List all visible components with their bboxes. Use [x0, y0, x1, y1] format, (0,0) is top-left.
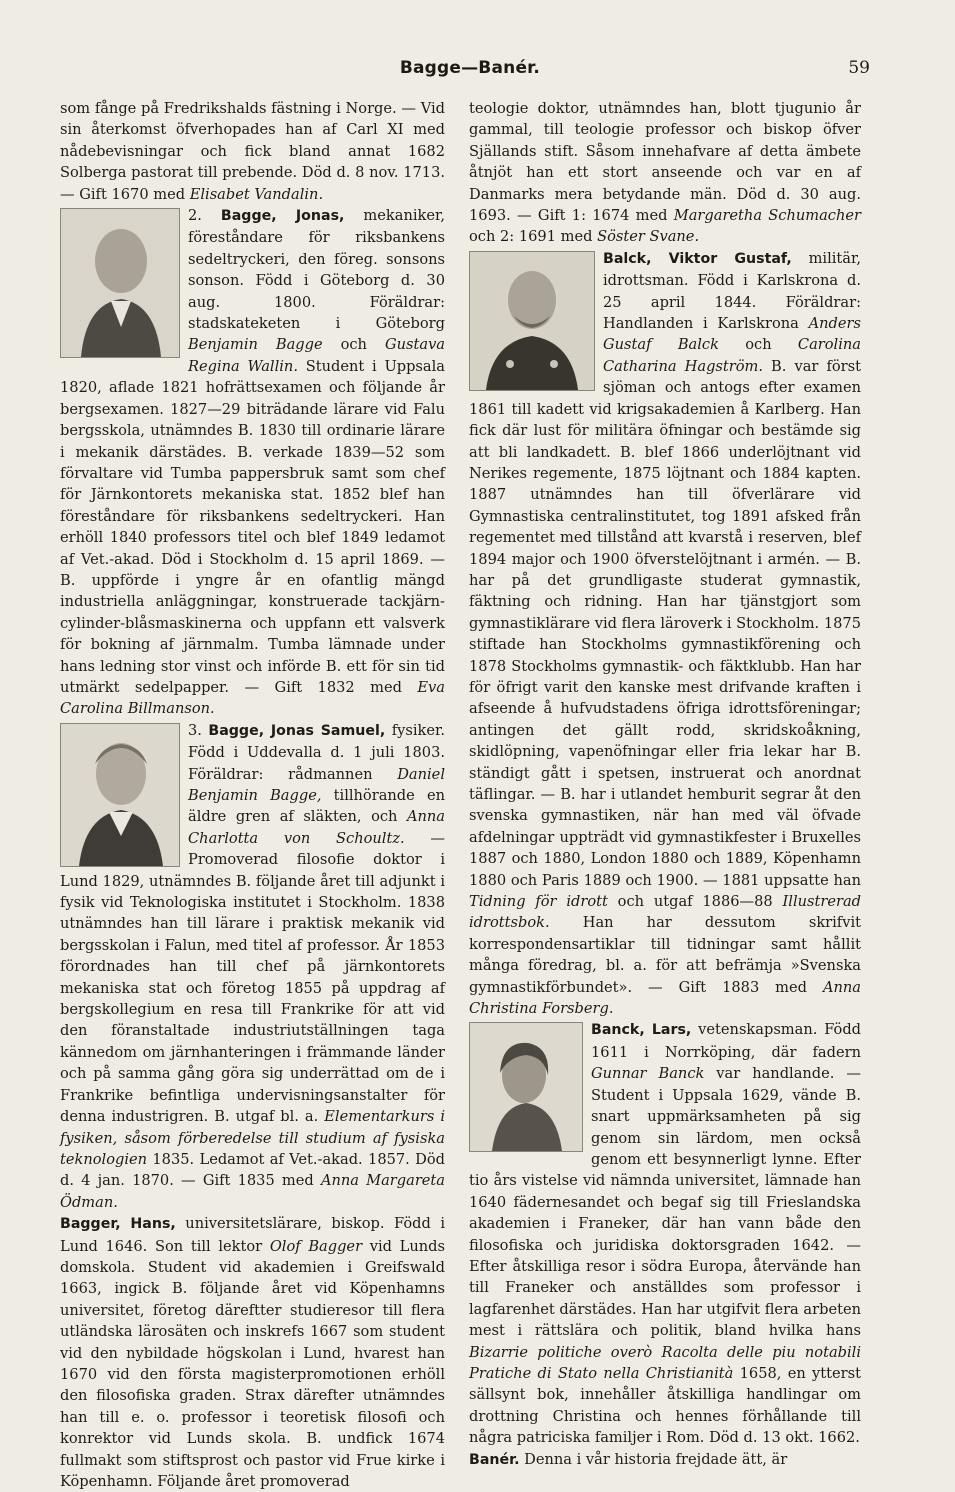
- page-number: 59: [848, 58, 870, 78]
- entry-bagge-jonas-samuel: 3. Bagge, Jonas Samuel, fysiker. Född i Uddevalla d. 1 juli 1803. Föräldrar: rådmannen Daniel Benjamin Bagge, tillhörande en äldre gren af släkten, och Anna Charlotta von Schoultz. — Promoverad filosofie doktor i Lund 1829, utnämndes B. följande året till adjunkt i fysik vid Teknologiska institutet i Stockholm. 1838 utnämndes han till lärare i praktisk mekanik vid bergsskolan i Falun, med titel af professor. År 1853 förordnades han till chef på järnkontorets mekaniska stat och företog 1855 på uppdrag af bergskollegium en resa till Frankrike för att vid den föranstaltade industriutställningen taga kännedom om järnhanteringen i främmande länder och på samma gång göra sig underrättad om de i Frankrike befintliga undervisningsanstalter för denna industrigren. B. utgaf bl. a. Elementarkurs i fysiken, såsom förberedelse till studium af fysiska teknologien 1835. Ledamot af Vet.-akad. 1857. Död d. 4 jan. 1870. — Gift 1835 med Anna Margareta Ödman.: [60, 721, 446, 1211]
- entry-heading: Bagge, Jonas Samuel,: [208, 722, 386, 739]
- portrait-image: [469, 1022, 583, 1152]
- entry-banck-lars: Banck, Lars, vetenskapsman. Född 1611 i Norrköping, där fadern Gunnar Banck var handlande. — Student i Uppsala 1629, vände B. snart uppmärksamheten på sig genom sin lärdom, men också genom ett besynnerligt lynne. Efter tio års vistelse vid nämnda universitet, lämnade han 1640 fädernesandet och begaf sig till Frieslandska akademien i Franeker, där han vann både den filosofiska och juridiska doktorsgraden 1642. — Efter åtskilliga resor i södra Europa, återvände han till Franeker och anställdes som professor i lagfarenhet därstädes. Han har utgifvit flera arbeten mest i rättslära och politik, bland hvilka hans Bizarrie politiche overò Racolta delle piu notabili Pratiche di Stato nella Christianità 1658, en ytterst sällsynt bok, innehåller åtskilliga handlingar om drottning Christina och hennes förhållande till några patriciska familjer i Rom. Död d. 13 okt. 1662.: [469, 1021, 862, 1447]
- entry-heading: Bagger, Hans,: [60, 1216, 176, 1233]
- running-head: Bagge—Banér.: [399, 58, 540, 78]
- portrait-icon: [470, 1023, 582, 1151]
- entry-continuation: teologie doktor, utnämndes han, blott tjugunio år gammal, till teologie professor och biskop öfver Själlands stift. Såsom innehafvare af detta ämbete åtnjöt han ett stort anseende och var en af Danmarks mera betydande män. Död d. 30 aug. 1693. — Gift 1: 1674 med Margaretha Schumacher och 2: 1691 med Söster Svane.: [469, 100, 861, 246]
- entry-bagger-hans: Bagger, Hans, universitetslärare, biskop. Född i Lund 1646. Son till lektor Olof Bagger vid Lunds domskola. Student vid akademien i Greifswald 1663, ingick B. följande året vid Köpenhamns universitet, företog däreftter studieresor till flera utländska lärosäten och inskrefs 1667 som student vid den nybildade högskolan i Lund, hvarest han 1670 vid den första magisterpromotionen erhöll den filosofiska graden. Strax därefter utnämndes han till e. o. professor i teoretisk filosofi och konrektor vid Lunds skola. B. undfick 1674 fullmakt som stiftsprost och pastor vid Frue kirke i Köpenhamn. Följande året promoverad: [60, 1215, 445, 1490]
- portrait-image: [60, 208, 180, 358]
- entry-heading: Bagge, Jonas,: [220, 208, 345, 225]
- portrait-icon: [61, 209, 179, 357]
- portrait-icon: [61, 724, 179, 866]
- portrait-icon: [470, 252, 594, 390]
- entry-bagge-jonas: 2. Bagge, Jonas, mekaniker, föreståndare för riksbankens sedeltryckeri, den föreg. sonsons sonson. Född i Göteborg d. 30 aug. 1800. Föräldrar: stadskateketen i Göteborg Benjamin Bagge och Gustava Regina Wallin. Student i Uppsala 1820, aflade 1821 hofrättsexamen och följande år bergsexamen. 1827—29 biträdande lärare vid Falu bergsskola, utnämndes B. 1830 till ordinarie lärare i mekanik därstädes. B. verkade 1839—52 som förvaltare vid Tumba pappersbruk samt som chef för Järnkontorets mekaniska stat. 1852 blef han föreståndare för riksbankens sedeltryckeri. Han erhöll 1840 professors titel och blef 1849 ledamot af Vet.-akad. Död i Stockholm d. 15 april 1869. — B. uppförde i yngre år en ofantlig mängd industriella anläggningar, konstruerade tackjärn-cylinder-blåsmaskinerna och uppfann ett valsverk för bokning af järnmalm. Tumba lämnade under hans ledning stor vinst och införde B. ett för sin tid utmärkt sedelpapper. — Gift 1832 med Eva Carolina Billmanson.: [60, 207, 446, 718]
- entry-continuation: som fånge på Fredrikshalds fästning i Norge. — Vid sin återkomst öfverhopades han af Carl XI med nådebevisningar och fick bland annat 1682 Solberga pastorat till prebende. Död d. 8 nov. 1713. — Gift 1670 med Elisabet Vandalin.: [60, 100, 445, 203]
- entry-baner: Banér. Denna i vår historia frejdade ätt, är: [469, 1450, 788, 1468]
- portrait-image: [469, 251, 595, 391]
- right-column: [469, 98, 861, 1471]
- page-header: [60, 58, 870, 84]
- left-column: [60, 98, 445, 1492]
- entry-heading: Banck, Lars,: [591, 1022, 692, 1039]
- entry-balck-viktor: Balck, Viktor Gustaf, militär, idrottsman. Född i Karlskrona d. 25 april 1844. Föräldrar: Handlanden i Karlskrona Anders Gustaf Balck och Carolina Catharina Hagström. B. var först sjöman och antogs efter examen 1861 till kadett vid krigsakademien å Karlberg. Han fick där lust för militära öfningar och bestämde sig att bli landkadett. B. blef 1866 underlöjtnant vid Nerikes regemente, 1875 löjtnant och 1884 kapten. 1887 utnämndes han till öfverlärare vid Gymnastiska centralinstitutet, tog 1891 afsked från regementet med tillstånd att kvarstå i reserven, blef 1894 major och 1900 öfverstelöjtnant i armén. — B. har på det grundligaste studerat gymnastik, fäktning och ridning. Han har tjänstgjort som gymnastiklärare vid flera läroverk i Stockholm. 1875 stiftade han Stockholms gymnastikförening och 1878 Stockholms gymnastik- och fäktklubb. Han har för öfrigt varit den kanske mest drifvande kraften i afseende å hufvudstadens öfriga idrottsföreningar; antingen det gällt rodd, skridskoåkning, skidlöpning, vapenöfningar eller fria lekar har B. ständigt gått i spetsen, instruerat och anordnat täflingar. — B. har i utlandet hemburit segrar åt den svenska gymnastiken, när han med väl öfvade afdelningar uppträdt vid gymnastikfester i Bruxelles 1887 och 1880, London 1880 och 1889, Köpenhamn 1880 och Paris 1889 och 1900. — 1881 uppsatte han Tidning för idrott och utgaf 1886—88 Illustrerad idrottsbok. Han har dessutom skrifvit korrespondensartiklar till tidningar samt hållit många föredrag, bl. a. för att befrämja »Svenska gymnastikförbundet». — Gift 1883 med Anna Christina Forsberg.: [469, 249, 862, 1018]
- entry-heading: Balck, Viktor Gustaf,: [603, 250, 792, 267]
- portrait-image: [60, 723, 180, 867]
- entry-heading: Banér.: [469, 1451, 520, 1468]
